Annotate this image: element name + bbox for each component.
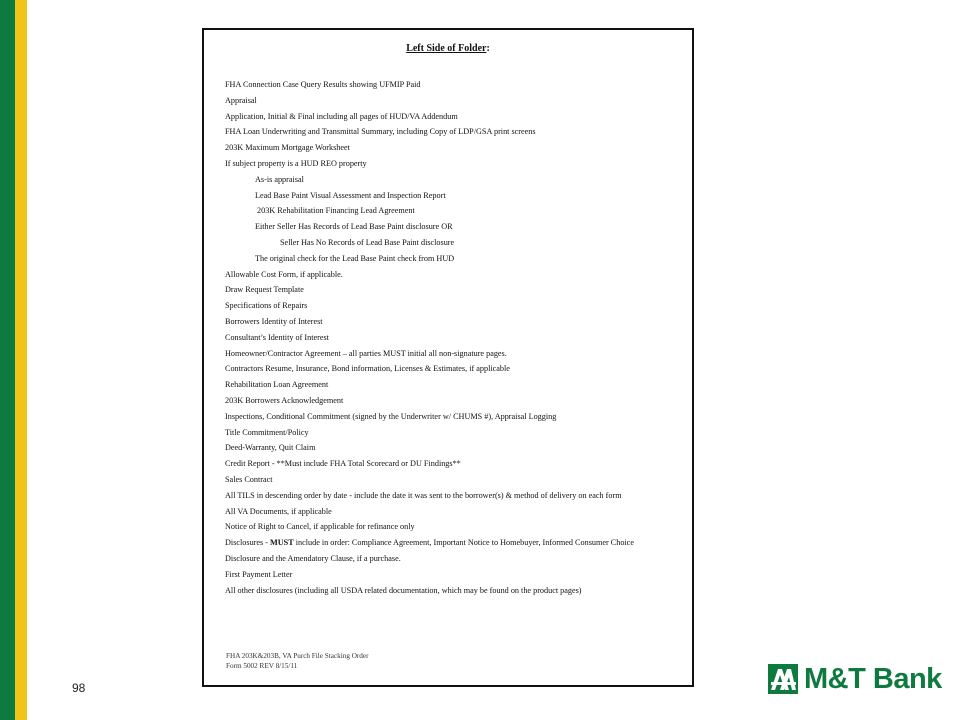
document-item: Seller Has No Records of Lead Base Paint disclosure [280, 237, 455, 247]
page-number: 98 [72, 681, 86, 695]
document-item: 203K Rehabilitation Financing Lead Agreement [257, 206, 415, 216]
document-item: All VA Documents, if applicable [225, 506, 332, 516]
left-yellow-stripe [15, 0, 27, 720]
document-item: Specifications of Repairs [225, 301, 308, 311]
document-item-text: include in order: Compliance Agreement, Important Notice to Homebuyer, Informed Consumer Choice [293, 538, 634, 548]
document-item: All TILS in descending order by date - include the date it was sent to the borrower(s) & method of delivery on each form [225, 490, 622, 500]
document-item: Notice of Right to Cancel, if applicable for refinance only [225, 522, 415, 532]
document-item: FHA Loan Underwriting and Transmittal Summary, including Copy of LDP/GSA print screens [225, 127, 536, 137]
mt-bank-logo [768, 664, 942, 694]
mt-bank-logo-text: M&T Bank [804, 662, 942, 695]
document-item: Inspections, Conditional Commitment (signed by the Underwriter w/ CHUMS #), Appraisal Logging [225, 411, 557, 421]
document-title-text: Left Side of Folder [406, 43, 487, 54]
document-item-text: Disclosures - [225, 538, 271, 548]
footer-line-2: Form 5002 REV 8/15/11 [226, 662, 298, 670]
document-item: Title Commitment/Policy [225, 427, 309, 437]
mt-bank-logo-icon [768, 664, 798, 694]
document-item: Disclosure and the Amendatory Clause, if a purchase. [225, 553, 401, 563]
document-item: Credit Report - **Must include FHA Total Scorecard or DU Findings** [225, 459, 461, 469]
document-item: As-is appraisal [255, 174, 304, 184]
document-item: The original check for the Lead Base Paint check from HUD [255, 253, 455, 263]
document-item: Application, Initial & Final including all pages of HUD/VA Addendum [225, 111, 458, 121]
document-item: Consultant’s Identity of Interest [225, 332, 329, 342]
document-page [202, 28, 694, 687]
document-title [204, 43, 692, 54]
document-item: 203K Borrowers Acknowledgement [225, 395, 344, 405]
document-item: Homeowner/Contractor Agreement – all parties MUST initial all non-signature pages. [225, 348, 507, 358]
document-item: Contractors Resume, Insurance, Bond information, Licenses & Estimates, if applicable [225, 364, 510, 374]
document-item: Deed-Warranty, Quit Claim [225, 443, 316, 453]
document-footer [226, 651, 369, 671]
document-item: Rehabilitation Loan Agreement [225, 380, 329, 390]
document-item-list [225, 77, 686, 598]
document-item: Appraisal [225, 95, 257, 105]
document-item: Either Seller Has Records of Lead Base Paint disclosure OR [255, 222, 453, 232]
document-title-colon: : [486, 43, 490, 54]
document-item: Allowable Cost Form, if applicable. [225, 269, 343, 279]
document-item: Borrowers Identity of Interest [225, 316, 323, 326]
document-item [225, 535, 686, 551]
document-item: Draw Request Template [225, 285, 304, 295]
document-item: 203K Maximum Mortgage Worksheet [225, 143, 350, 153]
footer-line-1: FHA 203K&203B, VA Purch File Stacking Order [226, 652, 369, 660]
document-item: If subject property is a HUD REO property [225, 158, 367, 168]
document-item: Lead Base Paint Visual Assessment and Inspection Report [255, 190, 446, 200]
document-item: First Payment Letter [225, 569, 293, 579]
document-item-bold: MUST [270, 538, 294, 548]
document-item: All other disclosures (including all USDA related documentation, which may be found on the product pages) [225, 585, 582, 595]
document-item: Sales Contract [225, 474, 273, 484]
left-green-stripe [0, 0, 15, 720]
document-item: FHA Connection Case Query Results showing UFMIP Paid [225, 80, 421, 89]
